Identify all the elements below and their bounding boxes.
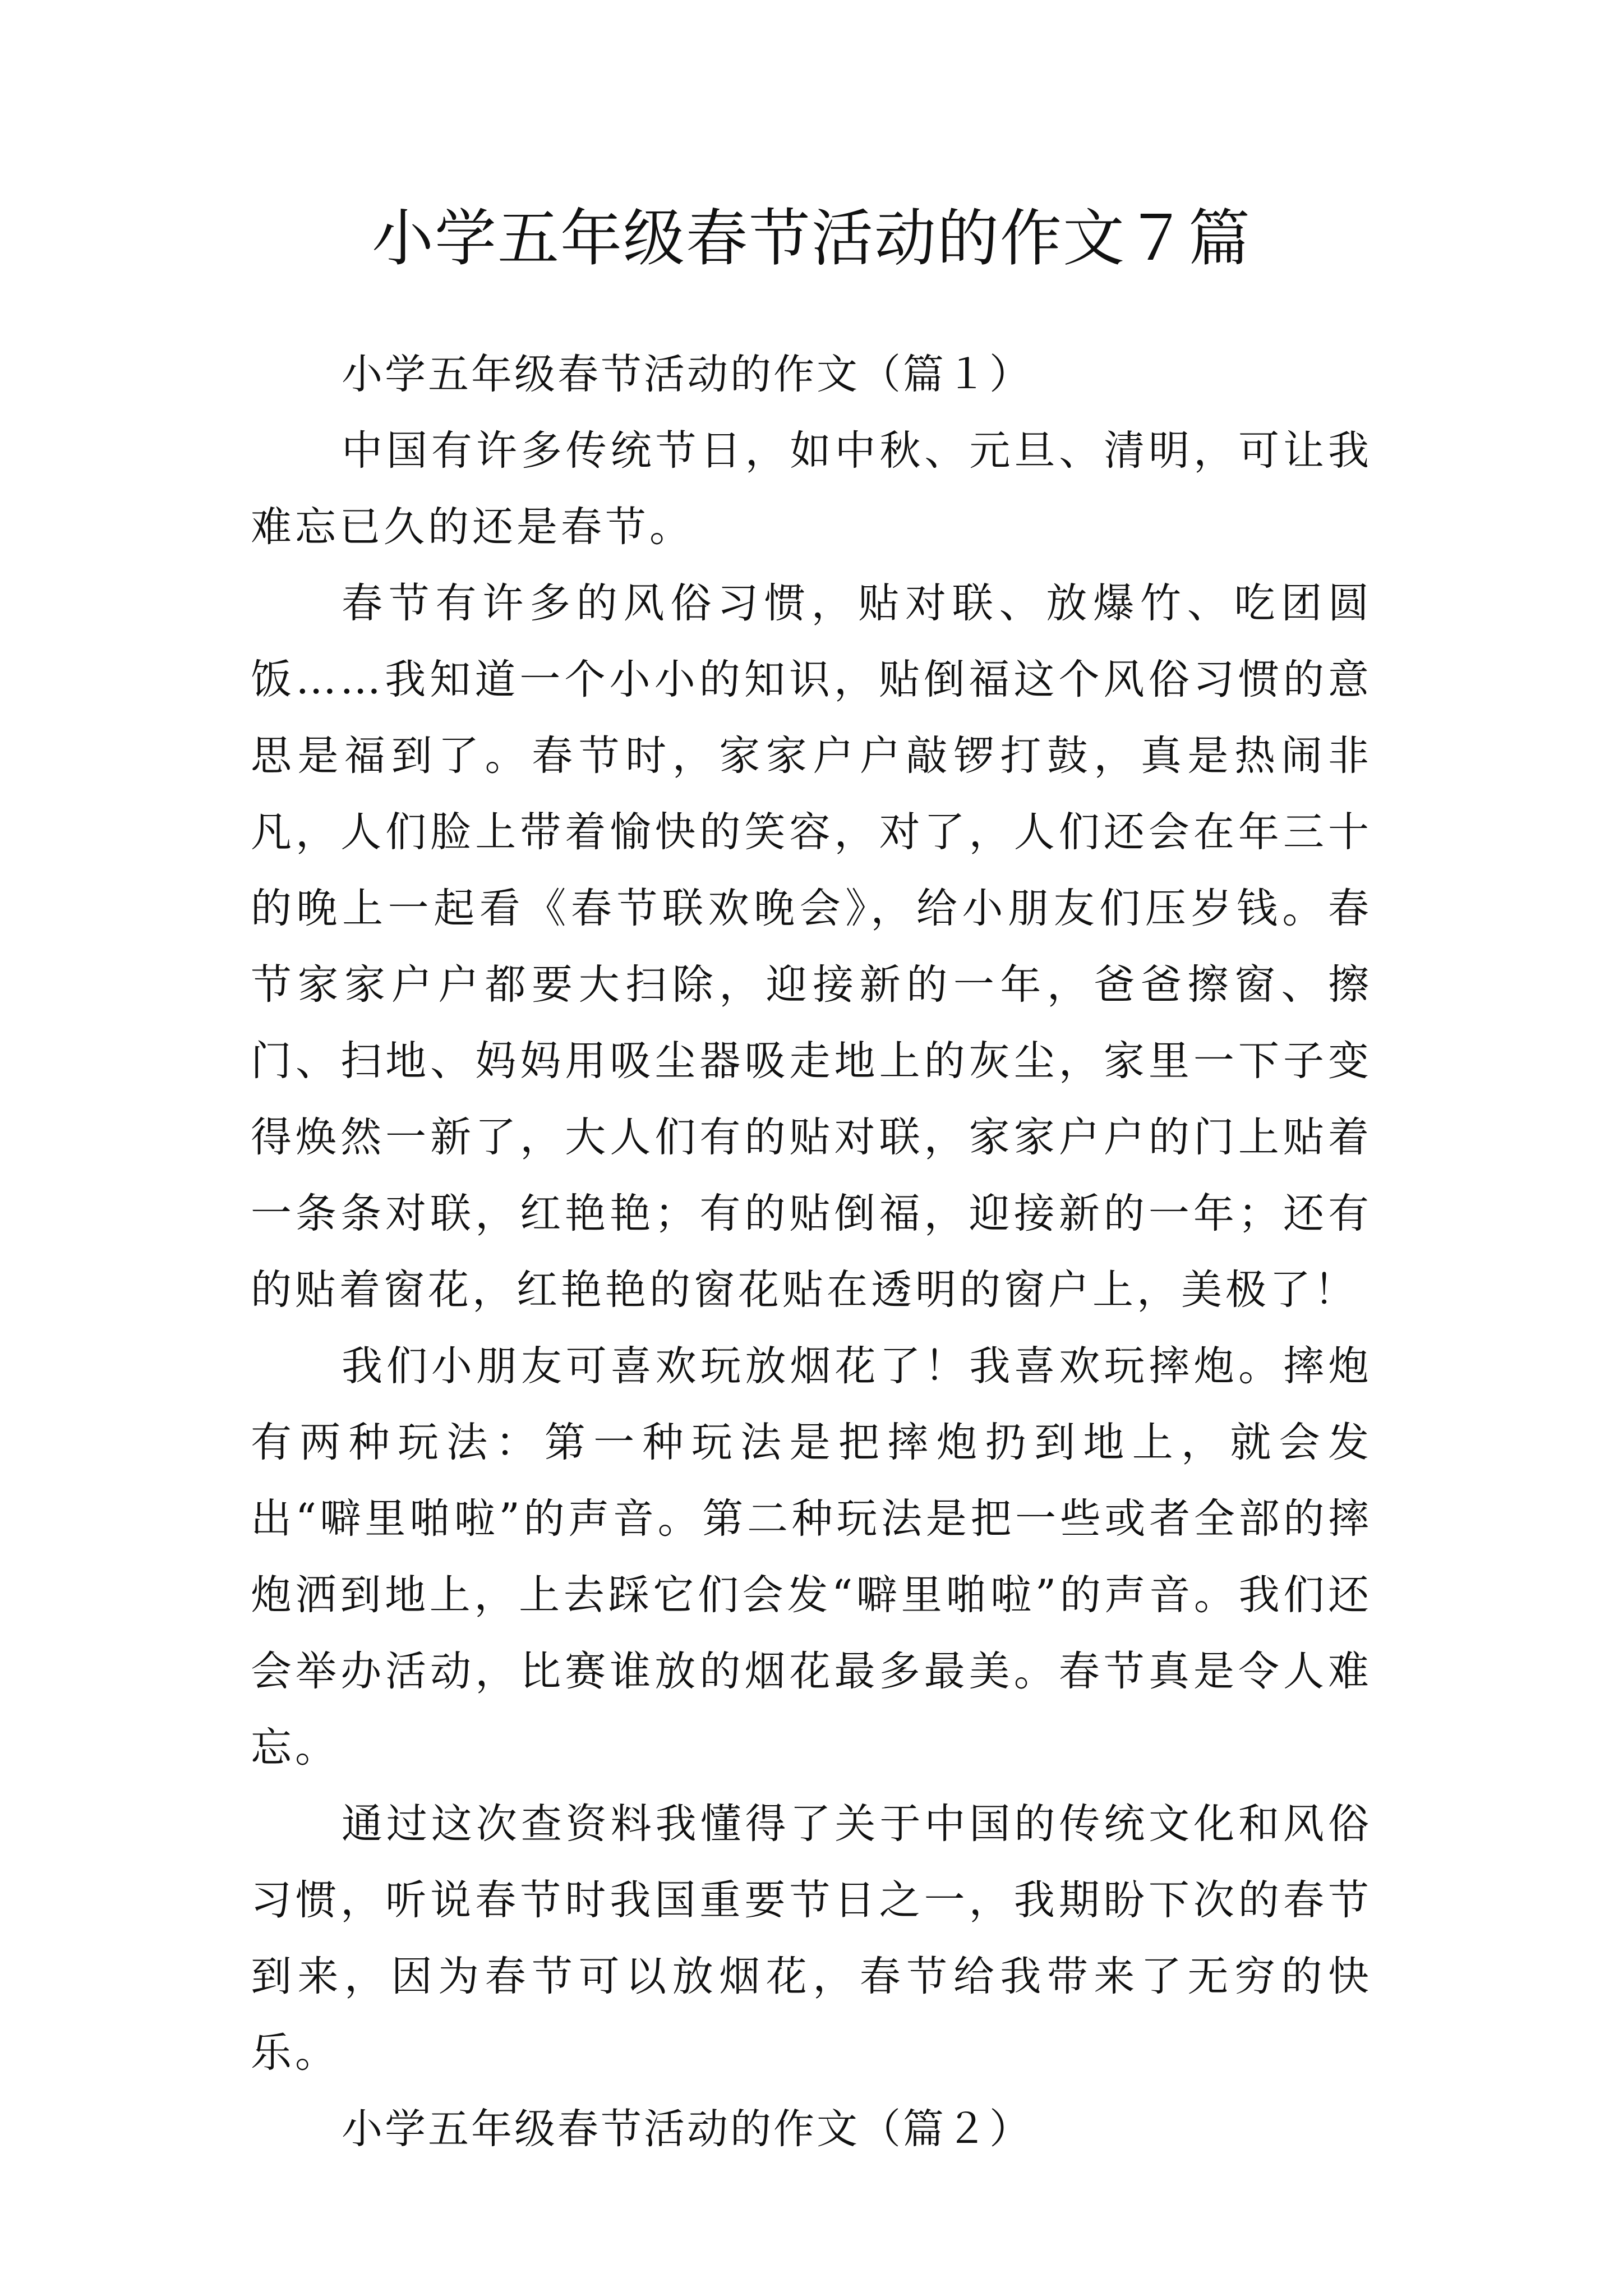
paragraph: 通过这次查资料我懂得了关于中国的传统文化和风俗习惯，听说春节时我国重要节日之一，我期盼下次的春节到来，因为春节可以放烟花，春节给我带来了无穷的快乐。 (251, 1800, 1372, 2077)
document-title: 小学五年级春节活动的作文７篇 (372, 203, 1251, 274)
paragraph: 我们小朋友可喜欢玩放烟花了！我喜欢玩摔炮。摔炮有两种玩法：第一种玩法是把摔炮扔到地上，就会发出“噼里啪啦”的声音。第二种玩法是把一些或者全部的摔炮洒到地上，上去踩它们会发“噼里啪啦”的声音。我们还会举办活动，比赛谁放的烟花最多最美。春节真是令人难忘。 (251, 1342, 1372, 1772)
section-heading-2: 小学五年级春节活动的作文（篇２） (342, 2105, 1032, 2153)
document-body (251, 337, 1372, 2168)
paragraph: 春节有许多的风俗习惯，贴对联、放爆竹、吃团圆饭……我知道一个小小的知识，贴倒福这个风俗习惯的意思是福到了。春节时，家家户户敲锣打鼓，真是热闹非凡，人们脸上带着愉快的笑容，对了，人们还会在年三十的晚上一起看《春节联欢晚会》，给小朋友们压岁钱。春节家家户户都要大扫除，迎接新的一年，爸爸擦窗、擦门、扫地、妈妈用吸尘器吸走地上的灰尘，家里一下子变得焕然一新了，大人们有的贴对联，家家户户的门上贴着一条条对联，红艳艳；有的贴倒福，迎接新的一年；还有的贴着窗花，红艳艳的窗花贴在透明的窗户上，美极了！ (251, 579, 1372, 1314)
section-heading-1: 小学五年级春节活动的作文（篇１） (342, 351, 1032, 398)
paragraph: 中国有许多传统节日，如中秋、元旦、清明，可让我难忘已久的还是春节。 (251, 427, 1372, 551)
